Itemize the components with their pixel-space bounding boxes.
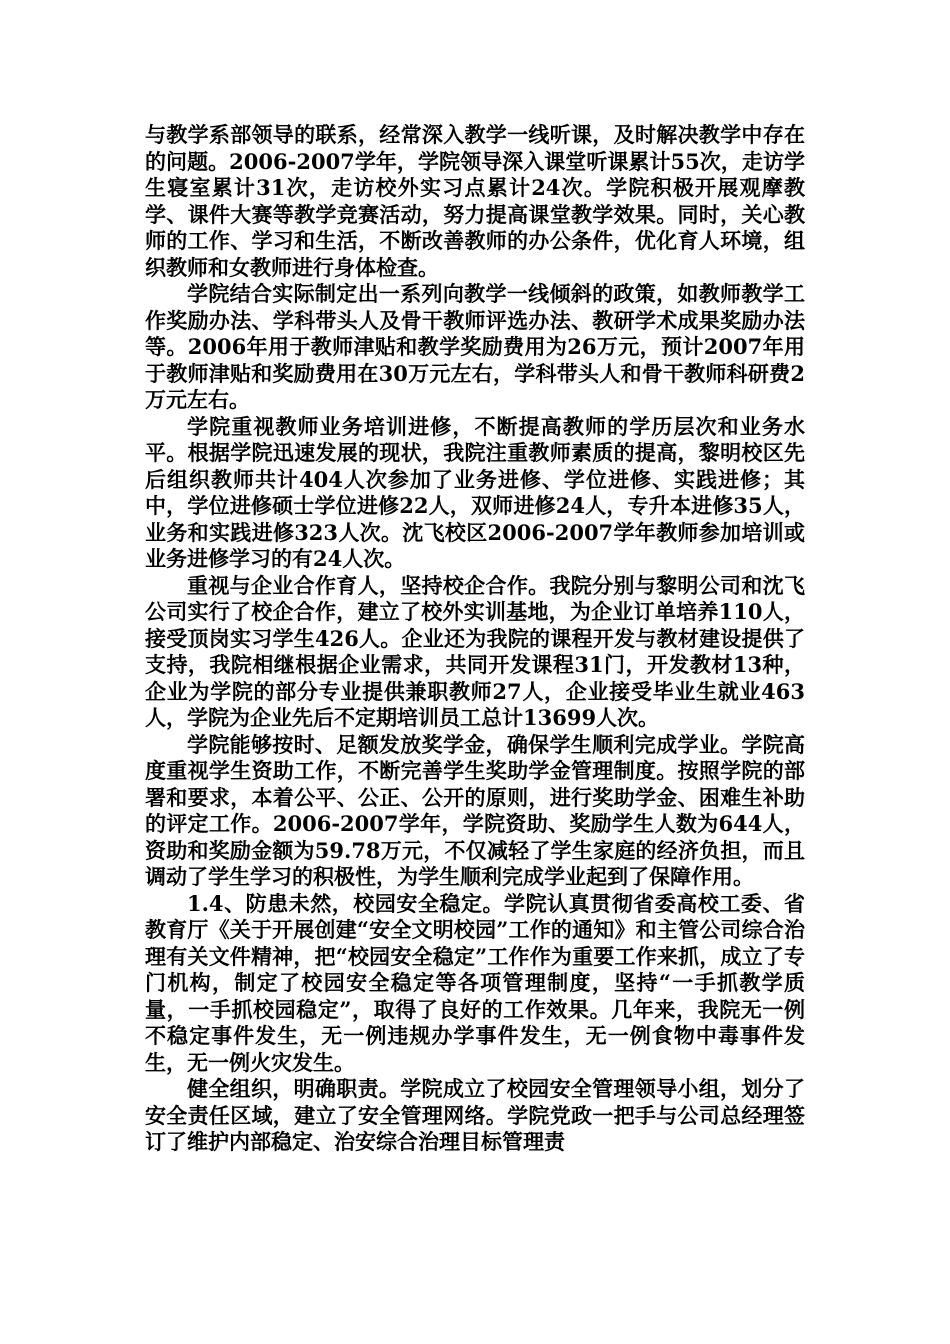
paragraph-1: 与教学系部领导的联系，经常深入教学一线听课，及时解决教学中存在的问题。2006-2007学年，学院领导深入课堂听课累计55次，走访学生寝室累计31次，走访校外实习点累计24次。学院积极开展观摩教学、课件大赛等教学竞赛活动，努力提高课堂教学效果。同时，关心教师的工作、学习和生活，不断改善教师的办公条件，优化育人环境，组织教师和女教师进行身体检查。 xyxy=(145,122,805,280)
paragraph-3: 学院重视教师业务培训进修，不断提高教师的学历层次和业务水平。根据学院迅速发展的现状，我院注重教师素质的提高，黎明校区先后组织教师共计404人次参加了业务进修、学位进修、实践进修；其中，学位进修硕士学位进修22人，双师进修24人，专升本进修35人，业务和实践进修323人次。沈飞校区2006-2007学年教师参加培训或业务进修学习的有24人次。 xyxy=(145,413,805,571)
paragraph-7: 健全组织，明确职责。学院成立了校园安全管理领导小组，划分了安全责任区域，建立了安全管理网络。学院党政一把手与公司总经理签订了维护内部稳定、治安综合治理目标管理责 xyxy=(145,1076,805,1154)
document-page xyxy=(145,122,805,1156)
paragraph-5: 学院能够按时、足额发放奖学金，确保学生顺利完成学业。学院高度重视学生资助工作，不断完善学生奖助学金管理制度。按照学院的部署和要求，本着公平、公正、公开的原则，进行奖助学金、困难生补助的评定工作。2006-2007学年，学院资助、奖励学生人数为644人，资助和奖励金额为59.78万元，不仅减轻了学生家庭的经济负担，而且调动了学生学习的积极性，为学生顺利完成学业起到了保障作用。 xyxy=(145,731,805,889)
paragraph-2: 学院结合实际制定出一系列向教学一线倾斜的政策，如教师教学工作奖励办法、学科带头人及骨干教师评选办法、教研学术成果奖励办法等。2006年用于教师津贴和教学奖励费用为26万元，预计2007年用于教师津贴和奖励费用在30万元左右，学科带头人和骨干教师科研费2万元左右。 xyxy=(145,281,805,412)
paragraph-4: 重视与企业合作育人，坚持校企合作。我院分别与黎明公司和沈飞公司实行了校企合作，建立了校外实训基地，为企业订单培养110人，接受顶岗实习学生426人。企业还为我院的课程开发与教材建设提供了支持，我院相继根据企业需求，共同开发课程31门，开发教材13种，企业为学院的部分专业提供兼职教师27人，企业接受毕业生就业463人，学院为企业先后不定期培训员工总计13699人次。 xyxy=(145,572,805,730)
paragraph-6: 1.4、防患未然，校园安全稳定。学院认真贯彻省委高校工委、省教育厅《关于开展创建“安全文明校园”工作的通知》和主管公司综合治理有关文件精神，把“校园安全稳定”工作作为重要工作来抓，成立了专门机构，制定了校园安全稳定等各项管理制度，坚持“一手抓教学质量，一手抓校园稳定”，取得了良好的工作效果。几年来，我院无一例不稳定事件发生，无一例违规办学事件发生，无一例食物中毒事件发生，无一例火灾发生。 xyxy=(145,890,805,1075)
